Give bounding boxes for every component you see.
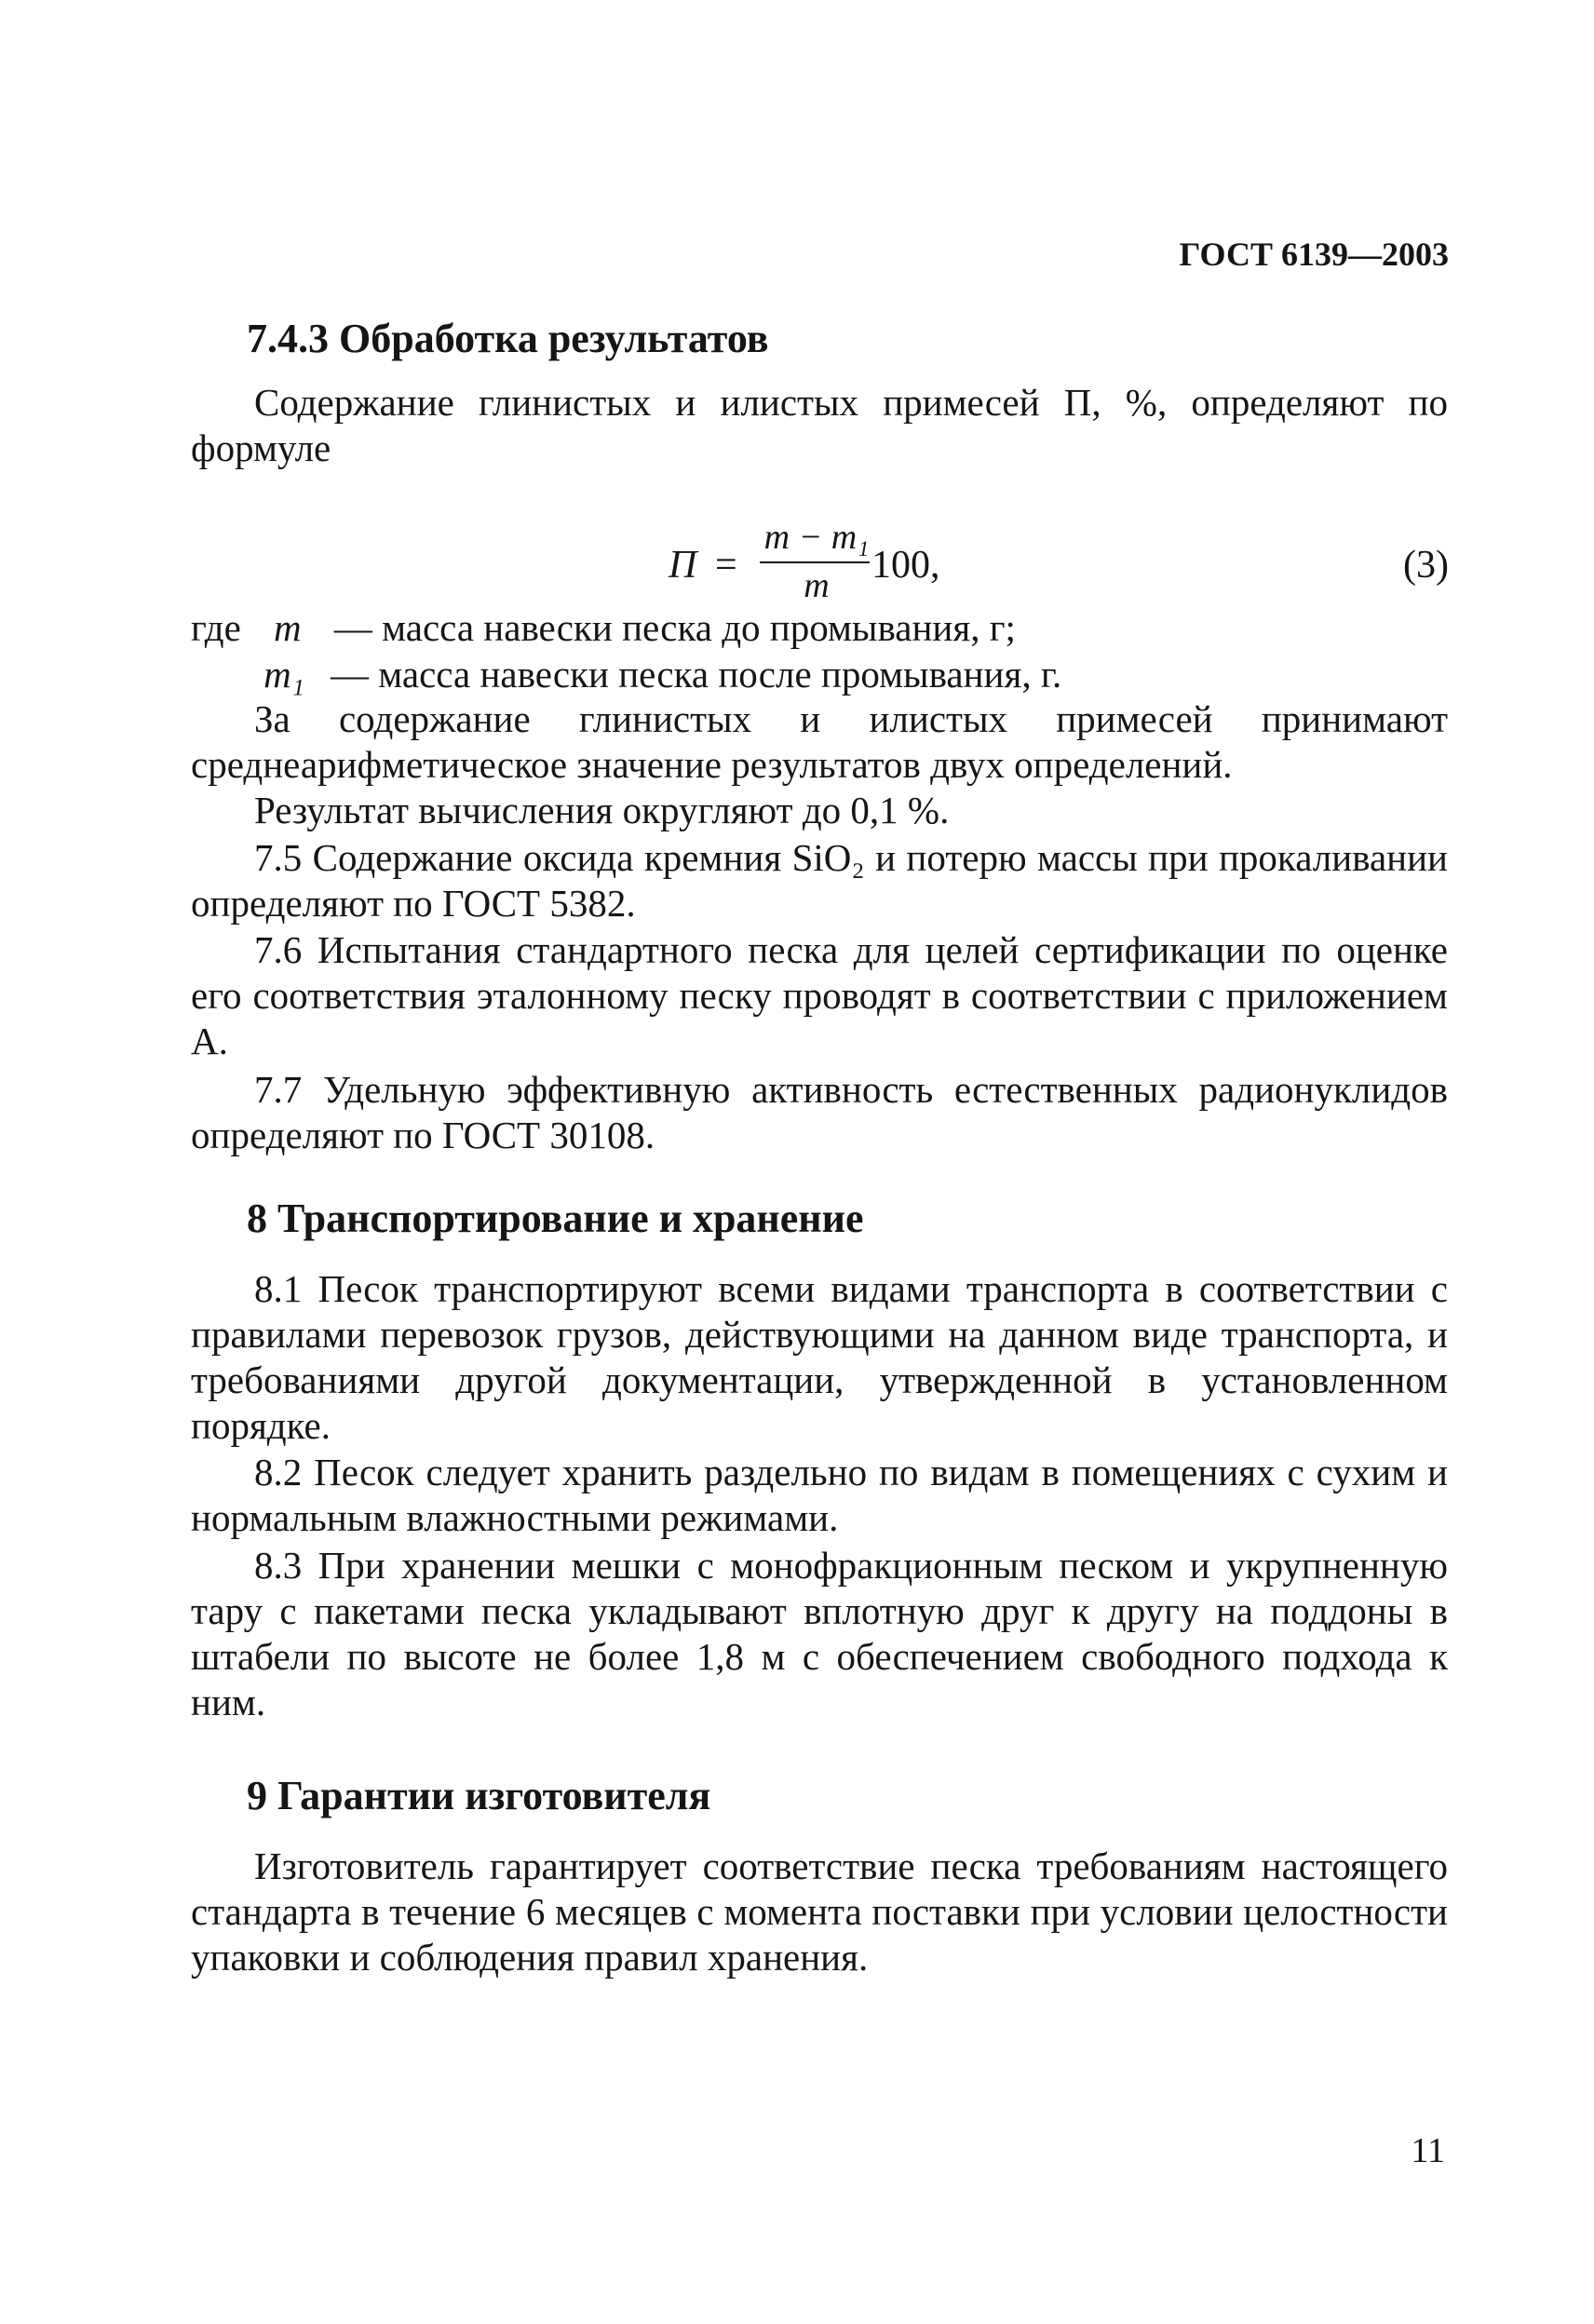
paragraph-7-7: 7.7 Удельную эффективную активность естественных радионуклидов определяют по ГОСТ 30108. — [191, 1068, 1448, 1156]
page-number: 11 — [1411, 2131, 1445, 2170]
formula — [669, 517, 1041, 619]
paragraph-7-6: 7.6 Испытания стандартного песка для целей сертификации по оценке его соответствия эталонному песку проводят в соответствии с приложением А. — [191, 928, 1448, 1062]
paragraph-intro: Содержание глинистых и илистых примесей П, %, определяют по формуле — [191, 381, 1448, 469]
paragraph-8-1: 8.1 Песок транспортируют всеми видами транспорта в соответствии с правилами перевозок грузов, действующими на данном виде транспорта, и требованиями другой документации, утвержденной в установленном порядке. — [191, 1267, 1448, 1447]
where-row-2 — [237, 652, 1061, 697]
paragraph-9: Изготовитель гарантирует соответствие песка требованиям настоящего стандарта в течение 6 месяцев с момента поставки при условии целостности упаковки и соблюдения правил хранения. — [191, 1844, 1448, 1979]
heading-8: 8 Транспортирование и хранение — [247, 1196, 864, 1241]
where-text-m1: — масса навески песка после промывания, г. — [331, 653, 1062, 696]
paragraph-average: За содержание глинистых и илистых примесей принимают среднеарифметическое значение результатов двух определений. — [191, 697, 1448, 786]
formula-numerator: m − m₁ — [763, 518, 870, 557]
where-lead: где — [191, 606, 241, 649]
formula-denominator: m — [804, 566, 830, 605]
where-row-1 — [191, 605, 1016, 651]
equation-number: (3) — [1403, 544, 1449, 587]
formula-fraction-bar — [760, 561, 870, 563]
formula-multiplier: 100, — [871, 544, 940, 587]
formula-equals: = — [715, 544, 737, 587]
paragraph-rounding: Результат вычисления округляют до 0,1 %. — [254, 789, 950, 831]
where-symbol-m: m — [274, 606, 302, 649]
heading-9: 9 Гарантии изготовителя — [247, 1773, 711, 1818]
paragraph-7-5: 7.5 Содержание оксида кремния SiO₂ и потерю массы при прокаливании определяют по ГОСТ 5382. — [191, 836, 1448, 925]
formula-lhs: П — [669, 544, 697, 587]
heading-7-4-3: 7.4.3 Обработка результатов — [247, 316, 769, 361]
paragraph-8-3: 8.3 При хранении мешки с монофракционным песком и укрупненную тару с пакетами песка укладывают вплотную друг к другу на поддоны в штабели по высоте не более 1,8 м с обеспечением свободного подхода к ним. — [191, 1544, 1448, 1723]
where-symbol-m1: m₁ — [263, 653, 304, 696]
where-text-m: — масса навески песка до промывания, г; — [333, 606, 1016, 649]
standard-header: ГОСТ 6139—2003 — [1179, 236, 1449, 273]
paragraph-8-2: 8.2 Песок следует хранить раздельно по видам в помещениях с сухим и нормальным влажностными режимами. — [191, 1451, 1448, 1539]
